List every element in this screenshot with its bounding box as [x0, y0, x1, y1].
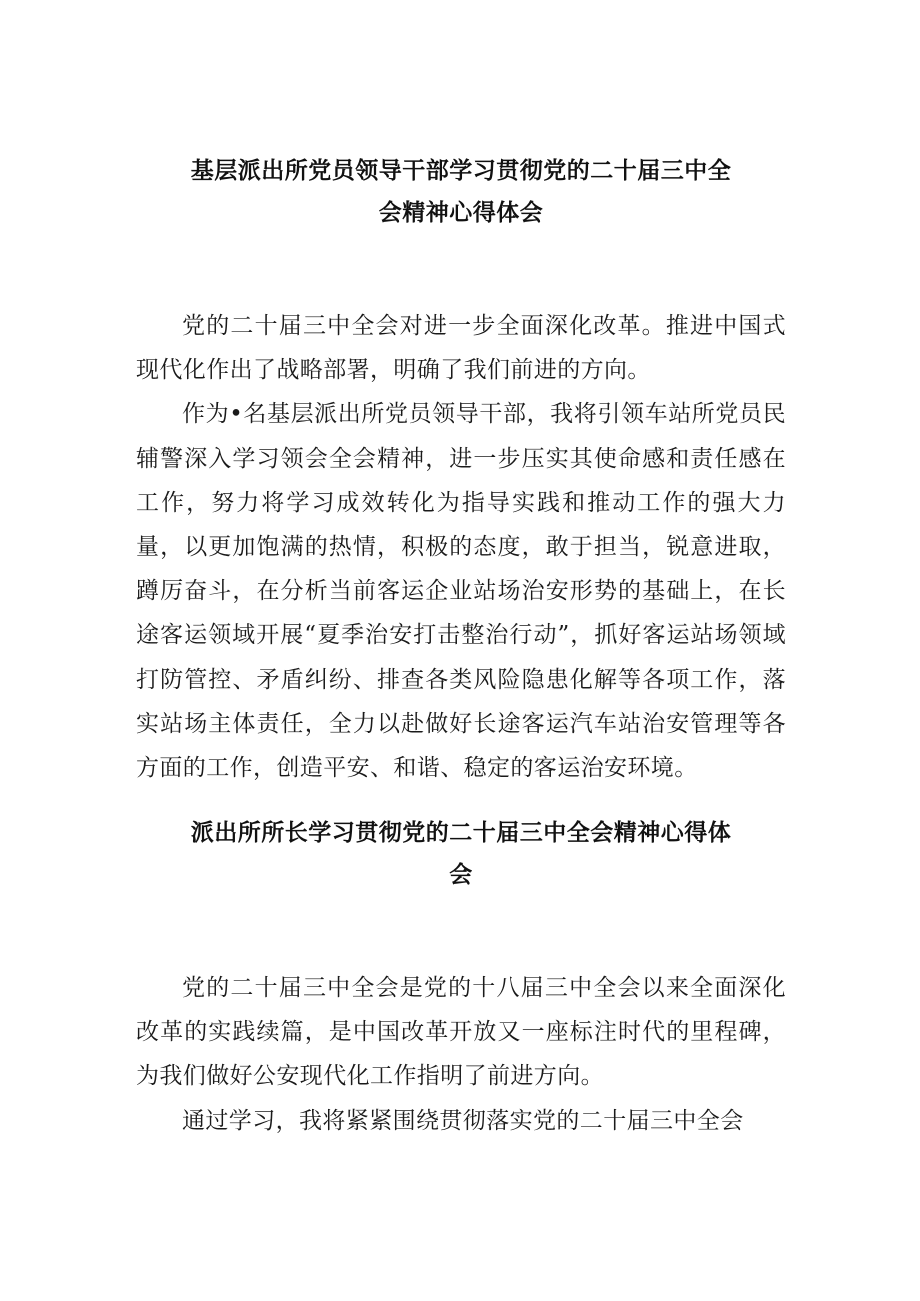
article-body-2 [136, 966, 786, 1143]
title-line-2: 会精神心得体会 [378, 200, 544, 226]
article-section-2 [136, 812, 786, 1143]
title-line-1: 基层派出所党员领导干部学习贯彻党的二十届三中全 [190, 158, 732, 184]
title-line-1: 派出所所长学习贯彻党的二十届三中全会精神心得体 [190, 820, 732, 846]
title-line-2: 会 [449, 862, 473, 888]
article-section-1 [136, 150, 786, 790]
paragraph: 党的二十届三中全会是党的十八届三中全会以来全面深化改革的实践续篇，是中国改革开放又一座标注时代的里程碑，为我们做好公安现代化工作指明了前进方向。 [136, 975, 786, 1090]
paragraph: 通过学习，我将紧紧围绕贯彻落实党的二十届三中全会 [182, 1107, 744, 1134]
article-body-1 [136, 304, 786, 790]
paragraph: 作为•名基层派出所党员领导干部，我将引领车站所党员民辅警深入学习领会全会精神，进一步压实其使命感和责任感在工作，努力将学习成效转化为指导实践和推动工作的强大力量，以更加饱满的热情，积极的态度，敢于担当，锐意进取，蹲厉奋斗，在分析当前客运企业站场治安形势的基础上，在长途客运领域开展“夏季治安打击整治行动”，抓好客运站场领域打防管控、矛盾纠纷、排查各类风险隐患化解等各项工作，落实站场主体责任，全力以赴做好长途客运汽车站治安管理等各方面的工作，创造平安、和谐、稳定的客运治安环境。 [136, 401, 786, 782]
article-title-1 [136, 150, 786, 234]
paragraph: 党的二十届三中全会对进一步全面深化改革。推进中国式现代化作出了战略部署，明确了我们前进的方向。 [136, 313, 786, 384]
article-title-2 [136, 812, 786, 896]
